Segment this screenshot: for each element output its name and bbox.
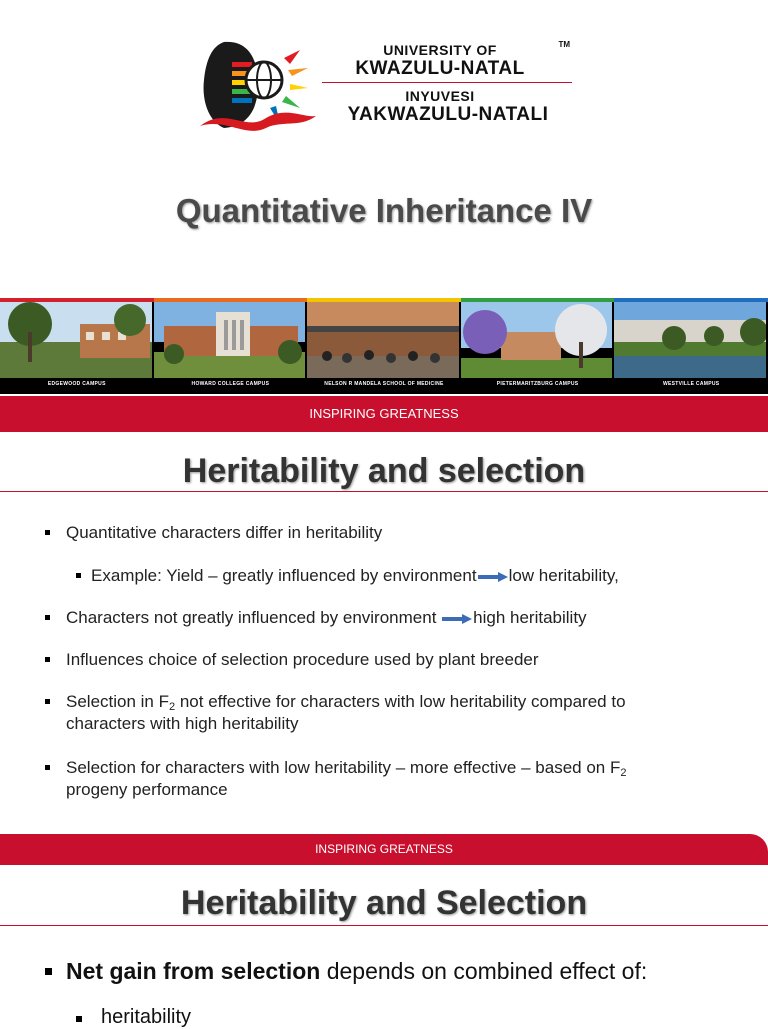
bullet-marker (45, 765, 50, 770)
bullet-text-part: Example: Yield – greatly influenced by environment (91, 566, 477, 585)
inspiring-greatness-banner (0, 396, 768, 432)
heading-rule (0, 491, 768, 492)
bullet-marker (76, 1016, 82, 1022)
bullet-marker (45, 699, 50, 704)
subscript: 2 (620, 767, 627, 779)
bullet-marker (45, 615, 50, 620)
bullet-text-part: depends on combined effect of: (320, 958, 648, 984)
campus-caption: PIETERMARITZBURG CAMPUS (496, 381, 579, 387)
campus-panel-nelson-mandela-medicine (307, 298, 461, 394)
campus-caption: HOWARD COLLEGE CAMPUS (191, 381, 270, 387)
campus-photo (614, 302, 766, 378)
campus-caption: WESTVILLE CAMPUS (662, 381, 720, 387)
logo-line-kwazulu-natal: KWAZULU-NATAL (355, 58, 525, 79)
campus-caption: EDGEWOOD CAMPUS (47, 381, 106, 387)
campus-photo (461, 302, 613, 378)
bullet-text (66, 958, 647, 985)
bullet-marker (76, 573, 81, 578)
logo-line-university-of: UNIVERSITY OF (383, 42, 497, 58)
slide-heading: Heritability and Selection (180, 884, 588, 922)
inspiring-greatness-banner (0, 834, 768, 865)
bullet-text-part: characters with high heritability (66, 714, 299, 733)
presentation-title: Quantitative Inheritance IV (175, 192, 593, 229)
bullet-text (66, 607, 587, 629)
bullet-text (91, 565, 619, 587)
slide-heading: Heritability and selection (182, 452, 586, 490)
trademark-mark: TM (558, 40, 570, 49)
bullet-marker (45, 657, 50, 662)
banner-slogan: INSPIRING GREATNESS (315, 842, 453, 856)
bullet-text: heritability (101, 1006, 192, 1028)
bullet-text: Quantitative characters differ in heritability (66, 523, 383, 542)
bullet-text-part: progeny performance (66, 780, 228, 799)
bullet-text-part: Characters not greatly influenced by environment (66, 608, 442, 627)
right-arrow-icon (478, 572, 508, 582)
bullet-text: Influences choice of selection procedure used by plant breeder (66, 650, 539, 669)
logo-line-yakwazulu-natali: YAKWAZULU-NATALI (347, 104, 549, 125)
bullet-text-part: not effective for characters with low heritability compared to (175, 692, 626, 711)
bullet-text-part: high heritability (473, 608, 587, 627)
campus-panel-westville (614, 298, 768, 394)
logo-line-inyuvesi: INYUVESI (405, 88, 475, 104)
bullet-marker (45, 968, 52, 975)
bullet-text-part: low heritability, (508, 566, 619, 585)
campus-photo (0, 302, 152, 378)
campus-caption: NELSON R MANDELA SCHOOL OF MEDICINE (324, 381, 444, 387)
right-arrow-icon (442, 614, 472, 624)
bullet-text (66, 757, 756, 801)
university-logo (196, 36, 576, 136)
subscript: 2 (169, 701, 176, 713)
campus-panel-pietermaritzburg (461, 298, 615, 394)
campus-photo (307, 302, 459, 378)
heading-rule (0, 925, 768, 926)
banner-slogan: INSPIRING GREATNESS (309, 406, 459, 421)
bullet-text (66, 691, 746, 735)
campus-panel-edgewood (0, 298, 154, 394)
campus-panel-howard-college (154, 298, 308, 394)
campus-photo-strip (0, 298, 768, 394)
ukzn-emblem-icon (196, 36, 320, 132)
bullet-marker (45, 530, 50, 535)
bullet-text-part: Selection in F (66, 692, 169, 711)
campus-photo (154, 302, 306, 378)
bullet-text-part: Selection for characters with low heritability – more effective – based on F (66, 758, 621, 777)
bullet-text-bold: Net gain from selection (66, 958, 321, 984)
logo-divider (322, 82, 572, 83)
